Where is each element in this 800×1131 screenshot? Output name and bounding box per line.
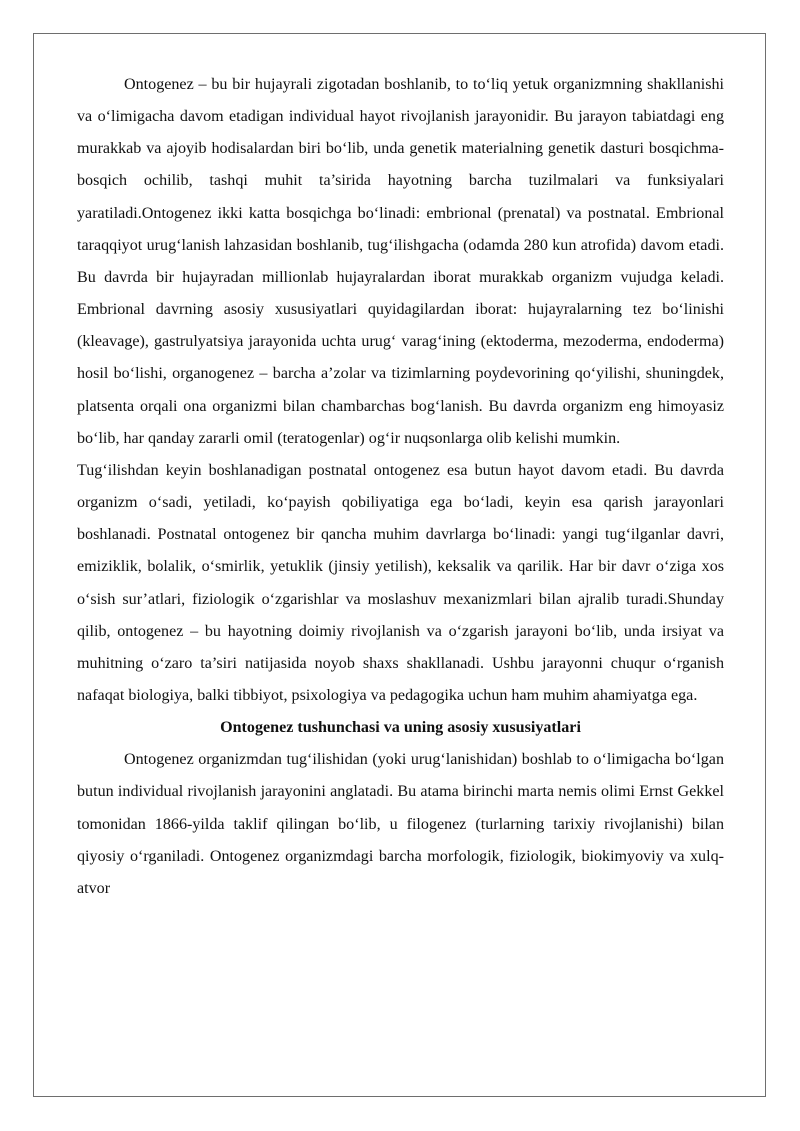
section-heading: Ontogenez tushunchasi va uning asosiy xususiyatlari	[220, 719, 581, 737]
paragraph-definition: Ontogenez organizmdan tug‘ilishidan (yoki urug‘lanishidan) boshlab to o‘limigacha bo‘lgan butun individual rivojlanish jarayonini anglatadi. Bu atama birinchi marta nemis olimi Ernst Gekkel tomonidan 1866-yilda taklif qilingan bo‘lib, u filogenez (turlarning tarixiy rivojlanishi) bilan qiyosiy o‘rganiladi. Ontogenez organizmdagi barcha morfologik, fiziologik, biokimyoviy va xulq-atvor	[77, 751, 724, 897]
paragraph-embryonal: Ontogenez – bu bir hujayrali zigotadan boshlanib, to to‘liq yetuk organizmning shakllanishi va o‘limigacha davom etadigan individual hayot rivojlanish jarayonidir. Bu jarayon tabiatdagi eng murakkab va ajoyib hodisalardan biri bo‘lib, unda genetik materialning genetik dasturi bosqichma-bosqich ochilib, tashqi muhit ta’sirida hayotning barcha tuzilmalari va funksiyalari yaratiladi.Ontogenez ikki katta bosqichga bo‘linadi: embrional (prenatal) va postnatal. Embrional taraqqiyot urug‘lanish lahzasidan boshlanib, tug‘ilishgacha (odamda 280 kun atrofida) davom etadi. Bu davrda bir hujayradan millionlab hujayralardan iborat murakkab organizm vujudga keladi. Embrional davrning asosiy xususiyatlari quyidagilardan iborat: hujayralarning tez bo‘linishi (kleavage), gastrulyatsiya jarayonida uchta urug‘ varag‘ining (ektoderma, mezoderma, endoderma) hosil bo‘lishi, organogenez – barcha a’zolar va tizimlarning poydevorining qo‘yilishi, shuningdek, platsenta orqali ona organizmi bilan chambarchas bog‘lanish. Bu davrda organizm eng himoyasiz bo‘lib, har qanday zararli omil (teratogenlar) og‘ir nuqsonlarga olib kelishi mumkin.	[77, 76, 724, 447]
document-body	[77, 69, 724, 905]
paragraph-postnatal: Tug‘ilishdan keyin boshlanadigan postnatal ontogenez esa butun hayot davom etadi. Bu davrda organizm o‘sadi, yetiladi, ko‘payish qobiliyatiga ega bo‘ladi, keyin esa qarish jarayonlari boshlanadi. Postnatal ontogenez bir qancha muhim davrlarga bo‘linadi: yangi tug‘ilganlar davri, emiziklik, bolalik, o‘smirlik, yetuklik (jinsiy yetilish), keksalik va qarilik. Har bir davr o‘ziga xos o‘sish sur’atlari, fiziologik o‘zgarishlar va moslashuv mexanizmlari bilan ajralib turadi.Shunday qilib, ontogenez – bu hayotning doimiy rivojlanish va o‘zgarish jarayoni bo‘lib, unda irsiyat va muhitning o‘zaro ta’siri natijasida noyob shaxs shakllanadi. Ushbu jarayonni chuqur o‘rganish nafaqat biologiya, balki tibbiyot, psixologiya va pedagogika uchun ham muhim ahamiyatga ega.	[77, 461, 724, 704]
